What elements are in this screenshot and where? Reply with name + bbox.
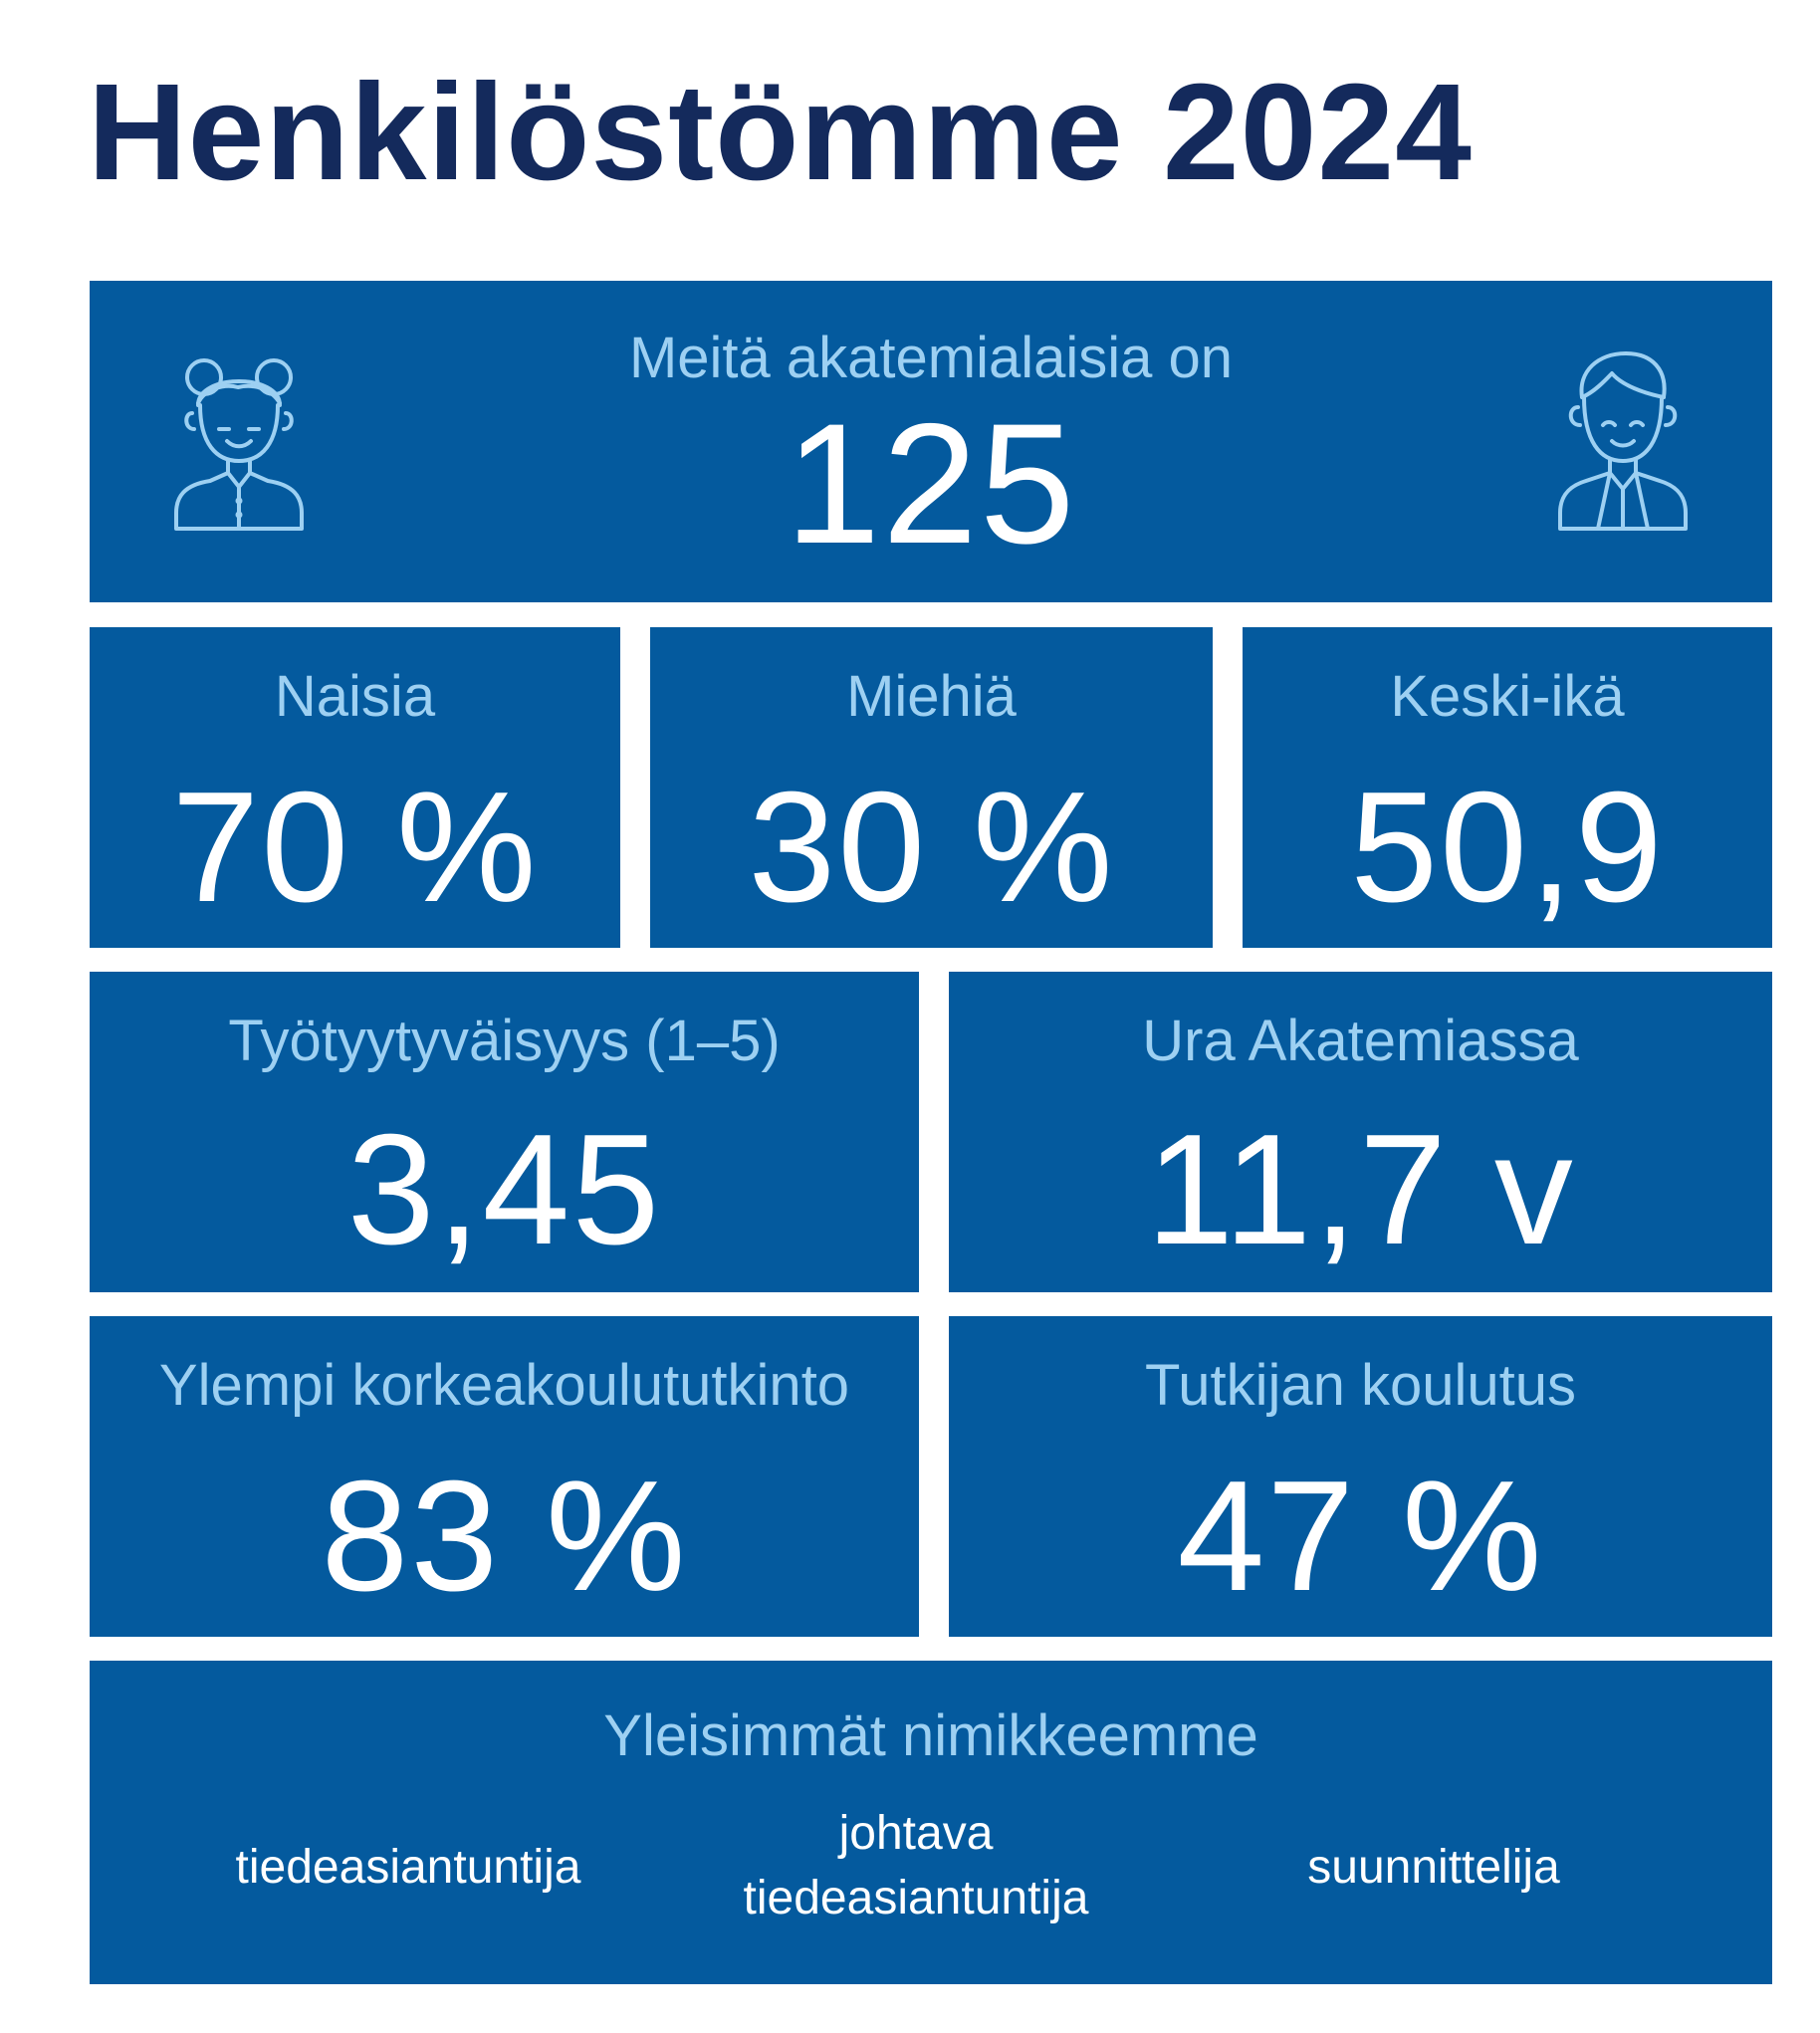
job-title-item: tiedeasiantuntija (235, 1841, 581, 1894)
career-label: Ura Akatemiassa (1142, 1009, 1579, 1073)
masters-degree-tile (90, 1316, 919, 1637)
job-satisfaction-label: Työtyytyväisyys (1–5) (228, 1009, 781, 1073)
total-staff-tile (90, 281, 1772, 602)
total-label: Meitä akatemialaisia on (628, 326, 1234, 390)
career-tile (949, 972, 1772, 1292)
men-value: 30 % (748, 760, 1115, 935)
total-value: 125 (785, 388, 1077, 579)
masters-degree-value: 83 % (321, 1449, 688, 1624)
average-age-label: Keski-ikä (1390, 664, 1625, 729)
career-value: 11,7 v (1146, 1102, 1575, 1277)
job-satisfaction-tile (90, 972, 919, 1292)
researcher-training-label: Tutkijan koulutus (1144, 1353, 1577, 1418)
researcher-training-value: 47 % (1177, 1449, 1544, 1624)
job-title-item: tiedeasiantuntija (743, 1872, 1089, 1924)
job-title-item: johtava (838, 1807, 994, 1860)
men-label: Miehiä (846, 664, 1017, 729)
job-satisfaction-value: 3,45 (346, 1102, 662, 1277)
average-age-tile (1243, 627, 1772, 948)
masters-degree-label: Ylempi korkeakoulututkinto (158, 1353, 850, 1418)
page-title: Henkilöstömme 2024 (88, 56, 1473, 209)
women-value: 70 % (171, 760, 539, 935)
women-tile (90, 627, 620, 948)
job-titles-label: Yleisimmät nimikkeemme (603, 1703, 1258, 1768)
women-label: Naisia (274, 664, 436, 729)
average-age-value: 50,9 (1350, 760, 1665, 935)
job-titles-tile (90, 1661, 1772, 1984)
men-tile (650, 627, 1213, 948)
job-title-item: suunnittelija (1307, 1841, 1560, 1894)
researcher-training-tile (949, 1316, 1772, 1637)
